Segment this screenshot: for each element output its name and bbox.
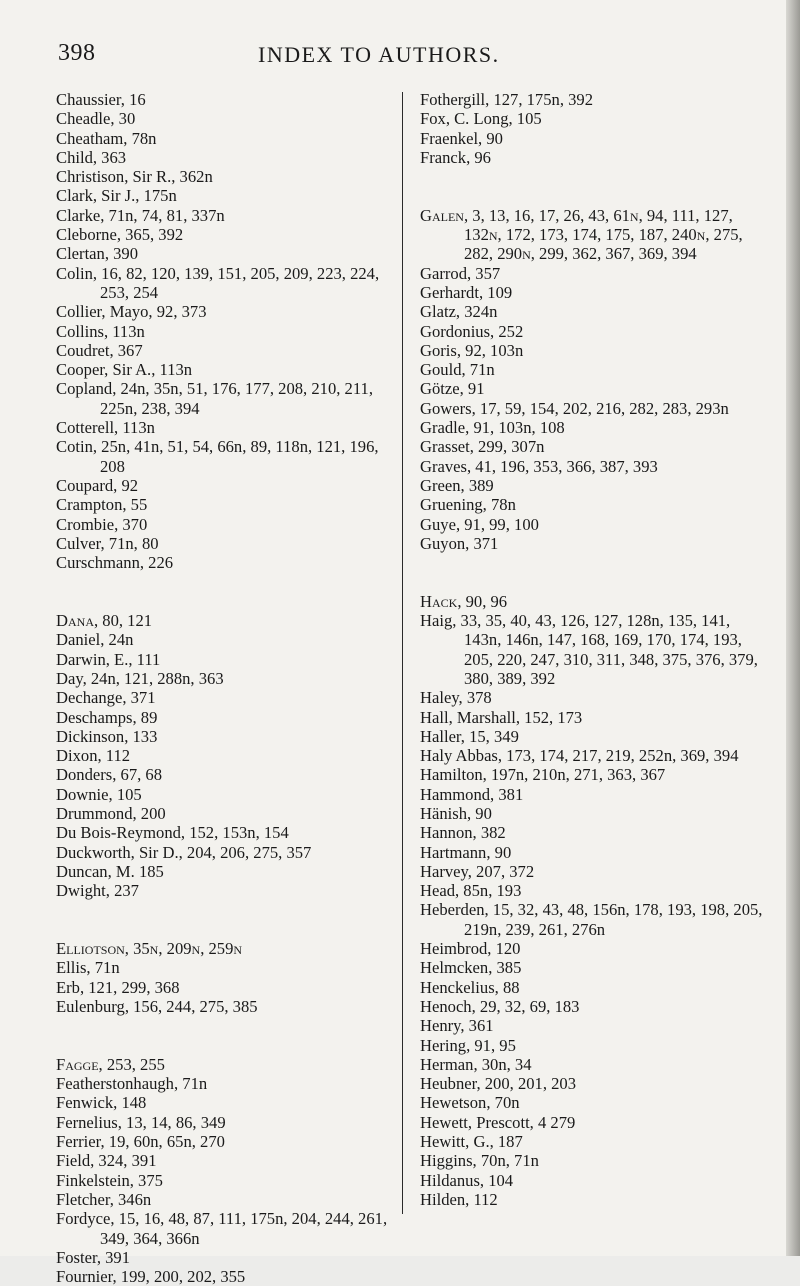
index-entry: Fletcher, 346n	[56, 1189, 152, 1209]
index-entry: Dana, 80, 121	[56, 611, 153, 631]
index-entry: Haller, 15, 349	[420, 726, 519, 746]
index-entry: Eulenburg, 156, 244, 275, 385	[56, 996, 258, 1016]
index-entry: Field, 324, 391	[56, 1151, 157, 1171]
index-entry: Glatz, 324n	[420, 302, 498, 322]
index-entry: Head, 85n, 193	[420, 881, 522, 901]
index-entry: Featherstonhaugh, 71n	[56, 1074, 208, 1094]
index-entry: Heimbrod, 120	[420, 939, 521, 959]
index-entry: Fernelius, 13, 14, 86, 349	[56, 1112, 226, 1132]
index-entry: Duncan, M. 185	[56, 861, 164, 881]
index-entry: Hamilton, 197n, 210n, 271, 363, 367	[420, 765, 666, 785]
column-divider	[402, 92, 403, 1214]
index-entry: Graves, 41, 196, 353, 366, 387, 393	[420, 456, 658, 476]
index-entry: Götze, 91	[420, 379, 485, 399]
index-entry: Goris, 92, 103n	[420, 340, 524, 360]
index-entry: Du Bois-Reymond, 152, 153n, 154	[56, 823, 289, 843]
index-entry: Hall, Marshall, 152, 173	[420, 707, 583, 727]
index-entry: Collins, 113n	[56, 321, 145, 341]
index-entry: Green, 389	[420, 475, 494, 495]
index-entry: Higgins, 70n, 71n	[420, 1151, 539, 1171]
index-entry: Heubner, 200, 201, 203	[420, 1074, 577, 1094]
index-entry: Darwin, E., 111	[56, 649, 161, 669]
index-entry: Daniel, 24n	[56, 630, 134, 650]
index-entry: Galen, 3, 13, 16, 17, 26, 43, 61n, 94, 111, 127, 132n, 172, 173, 174, 175, 187, 240n, 275, 282, 290n, 299, 362, 367, 369, 394	[420, 205, 743, 264]
page-number: 398	[58, 40, 96, 66]
index-entry: Donders, 67, 68	[56, 765, 163, 785]
index-entry: Henry, 361	[420, 1016, 494, 1036]
index-entry: Christison, Sir R., 362n	[56, 167, 213, 187]
index-entry: Coudret, 367	[56, 340, 143, 360]
index-entry: Gruening, 78n	[420, 495, 516, 515]
running-title: INDEX TO AUTHORS.	[258, 42, 500, 67]
index-entry: Crombie, 370	[56, 514, 148, 534]
index-entry: Child, 363	[56, 147, 127, 167]
index-entry: Gowers, 17, 59, 154, 202, 216, 282, 283, 293n	[420, 398, 729, 418]
index-entry: Gerhardt, 109	[420, 282, 513, 302]
index-entry: Hering, 91, 95	[420, 1035, 516, 1055]
index-entry: Gould, 71n	[420, 360, 495, 380]
index-entry: Erb, 121, 299, 368	[56, 977, 180, 997]
index-entry: Culver, 71n, 80	[56, 533, 159, 553]
index-column-right	[420, 90, 770, 1209]
index-entry: Cotterell, 113n	[56, 418, 155, 438]
index-entry: Hildanus, 104	[420, 1170, 514, 1190]
index-entry: Fraenkel, 90	[420, 128, 503, 148]
index-entry: Dechange, 371	[56, 688, 156, 708]
index-entry: Coupard, 92	[56, 475, 139, 495]
index-entry: Hannon, 382	[420, 823, 506, 843]
section-gap	[420, 553, 770, 592]
section-gap	[56, 900, 396, 939]
index-entry: Collier, Mayo, 92, 373	[56, 302, 207, 322]
index-entry: Foster, 391	[56, 1247, 131, 1267]
index-column-left	[56, 90, 396, 1286]
index-entry: Gradle, 91, 103n, 108	[420, 418, 565, 438]
section-gap	[56, 1016, 396, 1055]
index-entry: Fothergill, 127, 175n, 392	[420, 90, 594, 109]
index-entry: Guyon, 371	[420, 533, 499, 553]
index-entry: Herman, 30n, 34	[420, 1054, 532, 1074]
index-entry: Heberden, 15, 32, 43, 48, 156n, 178, 193, 198, 205, 219n, 239, 261, 276n	[420, 900, 763, 939]
index-entry: Harvey, 207, 372	[420, 861, 535, 881]
index-entry: Fagge, 253, 255	[56, 1054, 165, 1074]
index-entry: Franck, 96	[420, 147, 491, 167]
index-entry: Day, 24n, 121, 288n, 363	[56, 668, 224, 688]
index-entry: Elliotson, 35n, 209n, 259n	[56, 939, 243, 959]
index-entry: Hammond, 381	[420, 784, 524, 804]
index-entry: Ellis, 71n	[56, 958, 120, 978]
index-entry: Hänish, 90	[420, 803, 492, 823]
page-edge-shadow	[786, 0, 800, 1256]
index-entry: Hewett, Prescott, 4 279	[420, 1112, 576, 1132]
index-entry: Crampton, 55	[56, 495, 148, 515]
index-entry: Ferrier, 19, 60n, 65n, 270	[56, 1132, 225, 1152]
index-entry: Helmcken, 385	[420, 958, 522, 978]
index-entry: Clark, Sir J., 175n	[56, 186, 177, 206]
index-entry: Copland, 24n, 35n, 51, 176, 177, 208, 210, 211, 225n, 238, 394	[56, 379, 373, 418]
index-entry: Curschmann, 226	[56, 553, 174, 573]
index-entry: Clertan, 390	[56, 244, 139, 264]
index-entry: Hilden, 112	[420, 1189, 498, 1209]
index-entry: Hewitt, G., 187	[420, 1132, 523, 1152]
index-entry: Colin, 16, 82, 120, 139, 151, 205, 209, 223, 224, 253, 254	[56, 263, 380, 302]
index-entry: Cheatham, 78n	[56, 128, 157, 148]
index-entry: Hewetson, 70n	[420, 1093, 520, 1113]
index-entry: Deschamps, 89	[56, 707, 158, 727]
index-entry: Cleborne, 365, 392	[56, 225, 184, 245]
index-entry: Henoch, 29, 32, 69, 183	[420, 996, 580, 1016]
index-entry: Drummond, 200	[56, 803, 166, 823]
index-entry: Cotin, 25n, 41n, 51, 54, 66n, 89, 118n, 121, 196, 208	[56, 437, 379, 476]
index-entry: Grasset, 299, 307n	[420, 437, 545, 457]
index-entry: Hartmann, 90	[420, 842, 512, 862]
index-entry: Hack, 90, 96	[420, 591, 508, 611]
index-entry: Duckworth, Sir D., 204, 206, 275, 357	[56, 842, 312, 862]
index-entry: Fenwick, 148	[56, 1093, 147, 1113]
index-entry: Guye, 91, 99, 100	[420, 514, 539, 534]
index-entry: Dickinson, 133	[56, 726, 158, 746]
page-header	[58, 40, 748, 80]
index-entry: Haley, 378	[420, 688, 492, 708]
index-entry: Dwight, 237	[56, 881, 139, 901]
index-entry: Finkelstein, 375	[56, 1170, 163, 1190]
index-entry: Clarke, 71n, 74, 81, 337n	[56, 205, 225, 225]
index-entry: Garrod, 357	[420, 263, 501, 283]
section-gap	[420, 167, 770, 206]
index-entry: Dixon, 112	[56, 746, 131, 766]
index-entry: Fournier, 199, 200, 202, 355	[56, 1267, 246, 1286]
index-entry: Chaussier, 16	[56, 90, 146, 109]
index-entry: Fordyce, 15, 16, 48, 87, 111, 175n, 204, 244, 261, 349, 364, 366n	[56, 1209, 388, 1248]
index-entry: Haly Abbas, 173, 174, 217, 219, 252n, 369, 394	[420, 746, 739, 766]
section-gap	[56, 572, 396, 611]
index-entry: Gordonius, 252	[420, 321, 524, 341]
index-entry: Henckelius, 88	[420, 977, 520, 997]
index-entry: Cheadle, 30	[56, 109, 136, 129]
index-entry: Downie, 105	[56, 784, 142, 804]
index-entry: Fox, C. Long, 105	[420, 109, 542, 129]
index-entry: Cooper, Sir A., 113n	[56, 360, 193, 380]
index-entry: Haig, 33, 35, 40, 43, 126, 127, 128n, 135, 141, 143n, 146n, 147, 168, 169, 170, 174, 193, 205, 220, 247, 310, 311, 348, 375, 376, 379, 380, 389, 392	[420, 611, 758, 688]
